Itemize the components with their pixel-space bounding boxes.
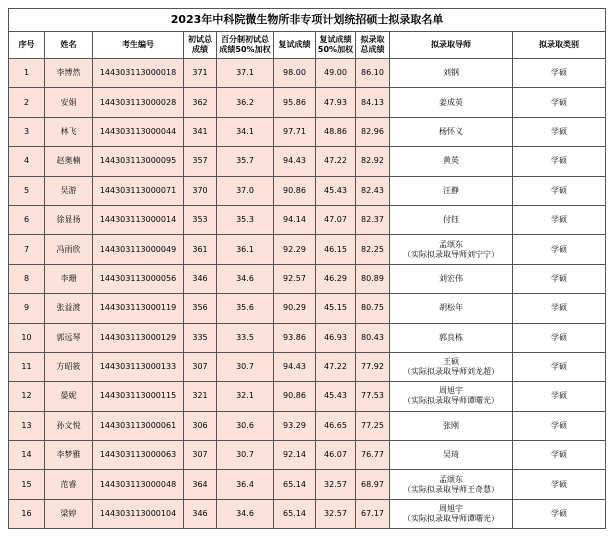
cell-retest: 92.57 (274, 264, 316, 293)
cell-prelim-weighted: 34.6 (217, 264, 274, 293)
cell-prelim-total: 335 (184, 323, 217, 352)
cell-exam-no: 144303113000048 (93, 470, 184, 499)
cell-final-total: 80.89 (356, 264, 390, 293)
cell-category: 学硕 (513, 235, 606, 264)
cell-category: 学硕 (513, 411, 606, 440)
cell-exam-no: 144303113000049 (93, 235, 184, 264)
cell-retest: 94.43 (274, 147, 316, 176)
header-final-total: 拟录取总成绩 (356, 32, 390, 59)
cell-prelim-total: 357 (184, 147, 217, 176)
advisor-name: 吴琦 (443, 450, 459, 460)
cell-retest: 92.14 (274, 441, 316, 470)
table-row (9, 147, 606, 176)
cell-category: 学硕 (513, 88, 606, 117)
cell-seq: 8 (9, 264, 45, 293)
cell-final-total: 67.17 (356, 499, 390, 528)
advisor-note: （实际拟录取导师谭曙光） (403, 514, 499, 524)
cell-category: 学硕 (513, 499, 606, 528)
table-row (9, 352, 606, 381)
table-row (9, 294, 606, 323)
header-exam-no: 考生编号 (93, 32, 184, 59)
cell-final-total: 76.77 (356, 441, 390, 470)
cell-prelim-weighted: 37.0 (217, 176, 274, 205)
cell-category: 学硕 (513, 264, 606, 293)
table-row (9, 382, 606, 411)
cell-retest: 95.86 (274, 88, 316, 117)
advisor-note: （实际拟录取导师刘宁宁） (403, 249, 499, 259)
cell-name: 晏妮 (45, 382, 93, 411)
cell-prelim-weighted: 36.4 (217, 470, 274, 499)
cell-retest-weighted: 46.15 (316, 235, 356, 264)
advisor-name: 刘宏伟 (439, 273, 463, 283)
table-row (9, 441, 606, 470)
table-row (9, 117, 606, 146)
cell-exam-no: 144303113000133 (93, 352, 184, 381)
cell-prelim-weighted: 30.6 (217, 411, 274, 440)
cell-exam-no: 144303113000061 (93, 411, 184, 440)
cell-final-total: 86.10 (356, 59, 390, 88)
advisor-name: 黄英 (443, 156, 459, 166)
cell-category: 学硕 (513, 147, 606, 176)
cell-final-total: 82.25 (356, 235, 390, 264)
cell-retest-weighted: 48.86 (316, 117, 356, 146)
advisor-name: 孟颂东 (439, 474, 463, 484)
cell-exam-no: 144303113000071 (93, 176, 184, 205)
cell-prelim-total: 356 (184, 294, 217, 323)
advisor-name: 刘钢 (443, 68, 459, 78)
cell-retest-weighted: 47.07 (316, 205, 356, 234)
cell-seq: 1 (9, 59, 45, 88)
cell-category: 学硕 (513, 59, 606, 88)
cell-advisor (390, 470, 513, 499)
cell-seq: 4 (9, 147, 45, 176)
advisor-name: 王硕 (443, 357, 459, 367)
advisor-note: （实际拟录取导师刘龙超） (403, 367, 499, 377)
cell-name: 冯雨欣 (45, 235, 93, 264)
cell-prelim-weighted: 36.2 (217, 88, 274, 117)
cell-retest: 93.29 (274, 411, 316, 440)
cell-category: 学硕 (513, 352, 606, 381)
cell-exam-no: 144303113000119 (93, 294, 184, 323)
cell-retest-weighted: 45.43 (316, 176, 356, 205)
header-row (9, 32, 606, 59)
cell-name: 张益渡 (45, 294, 93, 323)
cell-advisor (390, 264, 513, 293)
header-advisor: 拟录取导师 (390, 32, 513, 59)
cell-advisor (390, 235, 513, 264)
cell-name: 林飞 (45, 117, 93, 146)
cell-seq: 14 (9, 441, 45, 470)
cell-prelim-weighted: 33.5 (217, 323, 274, 352)
cell-final-total: 82.96 (356, 117, 390, 146)
cell-name: 安娟 (45, 88, 93, 117)
cell-final-total: 80.75 (356, 294, 390, 323)
cell-exam-no: 144303113000056 (93, 264, 184, 293)
cell-prelim-total: 346 (184, 499, 217, 528)
cell-exam-no: 144303113000044 (93, 117, 184, 146)
cell-final-total: 82.92 (356, 147, 390, 176)
cell-prelim-weighted: 35.7 (217, 147, 274, 176)
cell-advisor (390, 441, 513, 470)
advisor-name: 周旭宇 (439, 386, 463, 396)
cell-exam-no: 144303113000028 (93, 88, 184, 117)
table-row (9, 264, 606, 293)
advisor-note: （实际拟录取导师谭曙光） (403, 396, 499, 406)
admission-table (8, 8, 606, 529)
cell-retest-weighted: 45.43 (316, 382, 356, 411)
cell-retest-weighted: 46.65 (316, 411, 356, 440)
cell-retest-weighted: 47.93 (316, 88, 356, 117)
cell-retest: 94.43 (274, 352, 316, 381)
advisor-note: （实际拟录取导师王奇慧） (403, 484, 499, 494)
cell-prelim-total: 364 (184, 470, 217, 499)
header-prelim-total: 初试总成绩 (184, 32, 217, 59)
cell-retest-weighted: 32.57 (316, 470, 356, 499)
cell-prelim-total: 361 (184, 235, 217, 264)
cell-category: 学硕 (513, 470, 606, 499)
cell-exam-no: 144303113000063 (93, 441, 184, 470)
table-row (9, 499, 606, 528)
cell-exam-no: 144303113000129 (93, 323, 184, 352)
cell-seq: 13 (9, 411, 45, 440)
cell-name: 孙文悦 (45, 411, 93, 440)
cell-prelim-total: 371 (184, 59, 217, 88)
cell-retest-weighted: 47.22 (316, 352, 356, 381)
cell-advisor (390, 499, 513, 528)
cell-seq: 6 (9, 205, 45, 234)
cell-name: 吴游 (45, 176, 93, 205)
table-row (9, 59, 606, 88)
cell-exam-no: 144303113000115 (93, 382, 184, 411)
cell-retest-weighted: 46.93 (316, 323, 356, 352)
advisor-name: 郭良栋 (439, 332, 463, 342)
cell-seq: 3 (9, 117, 45, 146)
cell-exam-no: 144303113000014 (93, 205, 184, 234)
cell-name: 李梦雅 (45, 441, 93, 470)
cell-retest: 93.86 (274, 323, 316, 352)
table-row (9, 411, 606, 440)
table-row (9, 235, 606, 264)
cell-prelim-total: 341 (184, 117, 217, 146)
cell-seq: 2 (9, 88, 45, 117)
cell-final-total: 68.97 (356, 470, 390, 499)
cell-seq: 9 (9, 294, 45, 323)
cell-retest: 65.14 (274, 470, 316, 499)
cell-seq: 5 (9, 176, 45, 205)
cell-advisor (390, 176, 513, 205)
cell-seq: 10 (9, 323, 45, 352)
cell-prelim-weighted: 30.7 (217, 352, 274, 381)
advisor-name: 周旭宇 (439, 504, 463, 514)
cell-seq: 7 (9, 235, 45, 264)
cell-category: 学硕 (513, 176, 606, 205)
cell-prelim-weighted: 34.6 (217, 499, 274, 528)
header-prelim-weighted: 百分制初试总成绩50%加权 (217, 32, 274, 59)
cell-category: 学硕 (513, 294, 606, 323)
cell-final-total: 82.43 (356, 176, 390, 205)
cell-category: 学硕 (513, 205, 606, 234)
cell-advisor (390, 117, 513, 146)
cell-final-total: 82.37 (356, 205, 390, 234)
cell-prelim-weighted: 36.1 (217, 235, 274, 264)
cell-advisor (390, 382, 513, 411)
cell-retest: 97.71 (274, 117, 316, 146)
cell-prelim-weighted: 32.1 (217, 382, 274, 411)
cell-name: 赵奥楠 (45, 147, 93, 176)
cell-name: 李珊 (45, 264, 93, 293)
cell-exam-no: 144303113000095 (93, 147, 184, 176)
advisor-name: 胡松年 (439, 303, 463, 313)
cell-retest: 94.14 (274, 205, 316, 234)
cell-retest-weighted: 46.29 (316, 264, 356, 293)
cell-prelim-total: 321 (184, 382, 217, 411)
table-row (9, 205, 606, 234)
cell-prelim-weighted: 30.7 (217, 441, 274, 470)
cell-category: 学硕 (513, 382, 606, 411)
cell-category: 学硕 (513, 441, 606, 470)
cell-final-total: 77.92 (356, 352, 390, 381)
cell-retest: 90.29 (274, 294, 316, 323)
cell-prelim-total: 370 (184, 176, 217, 205)
cell-retest-weighted: 47.22 (316, 147, 356, 176)
advisor-name: 张刚 (443, 420, 459, 430)
cell-exam-no: 144303113000104 (93, 499, 184, 528)
cell-advisor (390, 147, 513, 176)
cell-advisor (390, 205, 513, 234)
cell-prelim-weighted: 35.6 (217, 294, 274, 323)
cell-advisor (390, 59, 513, 88)
cell-exam-no: 144303113000018 (93, 59, 184, 88)
cell-retest-weighted: 45.15 (316, 294, 356, 323)
table-row (9, 323, 606, 352)
cell-retest: 98.00 (274, 59, 316, 88)
cell-advisor (390, 352, 513, 381)
cell-prelim-total: 346 (184, 264, 217, 293)
cell-advisor (390, 294, 513, 323)
header-retest-weighted: 复试成绩50%加权 (316, 32, 356, 59)
table-row (9, 88, 606, 117)
cell-prelim-total: 307 (184, 352, 217, 381)
cell-final-total: 84.13 (356, 88, 390, 117)
cell-prelim-total: 307 (184, 441, 217, 470)
table-row (9, 176, 606, 205)
cell-seq: 16 (9, 499, 45, 528)
cell-prelim-total: 306 (184, 411, 217, 440)
cell-prelim-weighted: 35.3 (217, 205, 274, 234)
table-row (9, 470, 606, 499)
cell-advisor (390, 88, 513, 117)
cell-retest: 90.86 (274, 382, 316, 411)
cell-retest-weighted: 49.00 (316, 59, 356, 88)
cell-name: 徐显扬 (45, 205, 93, 234)
admission-list-sheet (8, 8, 605, 529)
cell-retest-weighted: 46.07 (316, 441, 356, 470)
cell-name: 方昭筱 (45, 352, 93, 381)
cell-prelim-total: 362 (184, 88, 217, 117)
cell-seq: 12 (9, 382, 45, 411)
cell-seq: 15 (9, 470, 45, 499)
advisor-name: 姜成英 (439, 97, 463, 107)
cell-final-total: 80.43 (356, 323, 390, 352)
cell-name: 郭远琴 (45, 323, 93, 352)
cell-retest: 65.14 (274, 499, 316, 528)
cell-retest: 92.29 (274, 235, 316, 264)
header-retest: 复试成绩 (274, 32, 316, 59)
cell-advisor (390, 323, 513, 352)
cell-prelim-total: 353 (184, 205, 217, 234)
cell-prelim-weighted: 37.1 (217, 59, 274, 88)
cell-retest: 90.86 (274, 176, 316, 205)
cell-final-total: 77.53 (356, 382, 390, 411)
cell-advisor (390, 411, 513, 440)
cell-prelim-weighted: 34.1 (217, 117, 274, 146)
table-title: 2023年中科院微生物所非专项计划统招硕士拟录取名单 (9, 9, 606, 32)
cell-seq: 11 (9, 352, 45, 381)
cell-name: 梁婷 (45, 499, 93, 528)
advisor-name: 孟颂东 (439, 239, 463, 249)
header-category: 拟录取类别 (513, 32, 606, 59)
cell-name: 李博然 (45, 59, 93, 88)
advisor-name: 汪静 (443, 185, 459, 195)
cell-category: 学硕 (513, 117, 606, 146)
header-name: 姓名 (45, 32, 93, 59)
cell-category: 学硕 (513, 323, 606, 352)
cell-name: 范睿 (45, 470, 93, 499)
cell-final-total: 77.25 (356, 411, 390, 440)
advisor-name: 杨怀义 (439, 126, 463, 136)
header-seq: 序号 (9, 32, 45, 59)
advisor-name: 付钰 (443, 215, 459, 225)
cell-retest-weighted: 32.57 (316, 499, 356, 528)
